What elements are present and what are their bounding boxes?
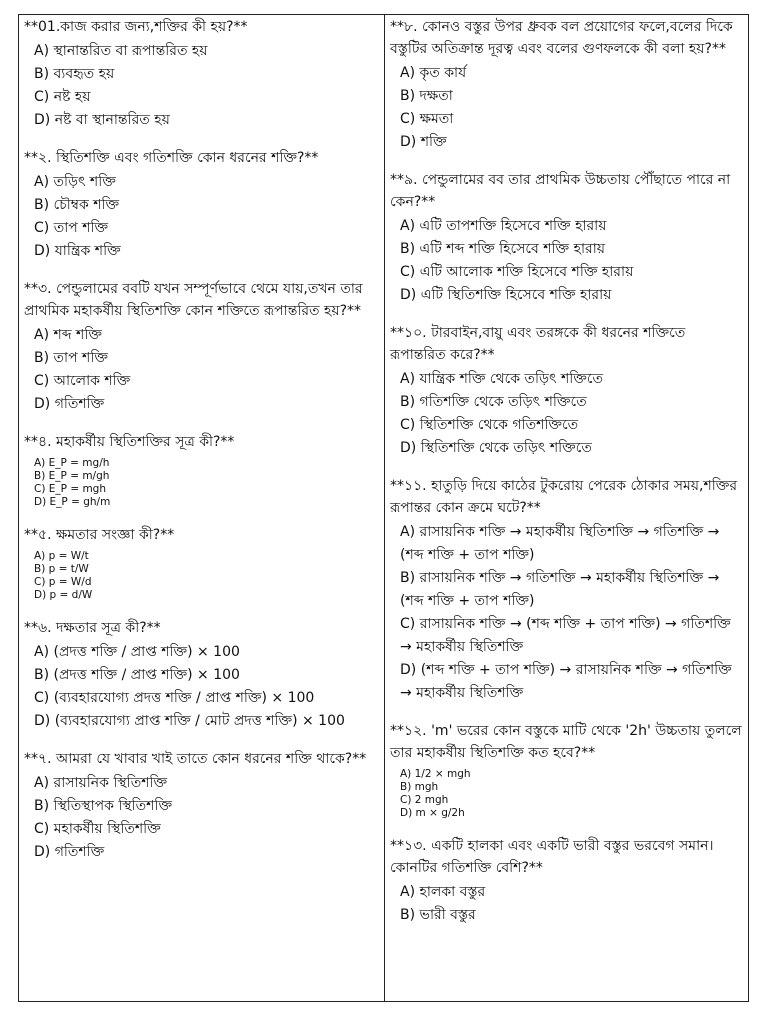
question-text: **৫. ক্ষমতার সংজ্ঞা কী?** bbox=[24, 527, 175, 543]
left-column bbox=[24, 16, 380, 879]
answer-option: C) স্থিতিশক্তি থেকে গতিশক্তিতে bbox=[400, 417, 579, 433]
answer-option: B) স্থিতিস্থাপক স্থিতিশক্তি bbox=[34, 798, 173, 814]
answer-option: D) যান্ত্রিক শক্তি bbox=[34, 243, 121, 259]
answer-option: A) স্থানান্তরিত বা রূপান্তরিত হয় bbox=[34, 43, 208, 59]
answer-option: B) mgh bbox=[400, 781, 439, 793]
question-block bbox=[390, 835, 744, 927]
answer-option: A) (প্রদত্ত শক্তি / প্রাপ্ত শক্তি) × 100 bbox=[34, 644, 240, 660]
answer-option: A) 1/2 × mgh bbox=[400, 768, 471, 780]
answer-option: C) E_P = mgh bbox=[34, 483, 107, 495]
answer-option: C) রাসায়নিক শক্তি → (শব্দ শক্তি + তাপ শক্তি) → গতিশক্তি → মহাকর্ষীয় স্থিতিশক্তি bbox=[400, 616, 731, 655]
question-block bbox=[390, 322, 744, 460]
question-block bbox=[24, 524, 380, 602]
answer-option: C) নষ্ট হয় bbox=[34, 89, 91, 105]
answer-option: C) তাপ শক্তি bbox=[34, 220, 109, 236]
answer-option: B) চৌম্বক শক্তি bbox=[34, 197, 120, 213]
question-block bbox=[390, 169, 744, 307]
question-block bbox=[24, 617, 380, 733]
answer-option: D) গতিশক্তি bbox=[34, 396, 105, 412]
right-column bbox=[390, 16, 744, 942]
answer-option: B) এটি শব্দ শক্তি হিসেবে শক্তি হারায় bbox=[400, 241, 606, 257]
question-block bbox=[390, 475, 744, 705]
answer-option: A) এটি তাপশক্তি হিসেবে শক্তি হারায় bbox=[400, 218, 607, 234]
question-text: **01.কাজ করার জন্য,শক্তির কী হয়?** bbox=[24, 19, 248, 35]
answer-option: B) p = t/W bbox=[34, 563, 89, 575]
question-block bbox=[390, 16, 744, 154]
question-text: **৪. মহাকর্ষীয় স্থিতিশক্তির সূত্র কী?** bbox=[24, 434, 235, 450]
answer-option: C) p = W/d bbox=[34, 576, 92, 588]
question-text: **৯. পেন্ডুলামের বব তার প্রাথমিক উচ্চতায় পৌঁছাতে পারে না কেন?** bbox=[390, 172, 731, 210]
question-block bbox=[24, 147, 380, 263]
answer-option: C) (ব্যবহারযোগ্য প্রদত্ত শক্তি / প্রাপ্ত শক্তি) × 100 bbox=[34, 690, 315, 706]
question-block bbox=[24, 748, 380, 864]
answer-option: C) ক্ষমতা bbox=[400, 111, 454, 127]
answer-option: D) নষ্ট বা স্থানান্তরিত হয় bbox=[34, 112, 170, 128]
column-divider bbox=[384, 14, 385, 1002]
answer-option: C) মহাকর্ষীয় স্থিতিশক্তি bbox=[34, 821, 161, 837]
answer-option: A) রাসায়নিক শক্তি → মহাকর্ষীয় স্থিতিশক্তি → গতিশক্তি → (শব্দ শক্তি + তাপ শক্তি) bbox=[400, 524, 720, 563]
answer-option: D) গতিশক্তি bbox=[34, 844, 105, 860]
question-text: **৭. আমরা যে খাবার খাই তাতে কোন ধরনের শক্তি থাকে?** bbox=[24, 751, 367, 767]
answer-option: A) কৃত কার্য bbox=[400, 65, 467, 81]
question-text: **১৩. একটি হালকা এবং একটি ভারী বস্তুর ভরবেগ সমান। কোনটির গতিশক্তি বেশি?** bbox=[390, 838, 714, 876]
answer-option: A) শব্দ শক্তি bbox=[34, 327, 102, 343]
answer-option: D) এটি স্থিতিশক্তি হিসেবে শক্তি হারায় bbox=[400, 287, 612, 303]
answer-option: A) যান্ত্রিক শক্তি থেকে তড়িৎ শক্তিতে bbox=[400, 371, 603, 387]
answer-option: C) 2 mgh bbox=[400, 794, 449, 806]
question-block bbox=[24, 431, 380, 509]
answer-option: B) রাসায়নিক শক্তি → গতিশক্তি → মহাকর্ষীয় স্থিতিশক্তি → (শব্দ শক্তি + তাপ শক্তি) bbox=[400, 570, 720, 609]
question-block bbox=[24, 16, 380, 132]
answer-option: B) দক্ষতা bbox=[400, 88, 453, 104]
question-text: **৩. পেন্ডুলামের ববটি যখন সম্পূর্ণভাবে থেমে যায়,তখন তার প্রাথমিক মহাকর্ষীয় স্থিতিশক্তি কোন শক্তিতে রূপান্তরিত হয়?** bbox=[24, 281, 363, 319]
answer-option: B) ভারী বস্তুর bbox=[400, 907, 476, 923]
question-text: **৬. দক্ষতার সূত্র কী?** bbox=[24, 620, 161, 636]
answer-option: C) এটি আলোক শক্তি হিসেবে শক্তি হারায় bbox=[400, 264, 634, 280]
question-text: **১১. হাতুড়ি দিয়ে কাঠের টুকরোয় পেরেক ঠোকার সময়,শক্তির রূপান্তর কোন ক্রমে ঘটে?** bbox=[390, 478, 738, 516]
answer-option: B) E_P = m/gh bbox=[34, 470, 110, 482]
answer-option: B) গতিশক্তি থেকে তড়িৎ শক্তিতে bbox=[400, 394, 587, 410]
answer-option: D) (ব্যবহারযোগ্য প্রাপ্ত শক্তি / মোট প্রদত্ত শক্তি) × 100 bbox=[34, 713, 345, 729]
answer-option: D) স্থিতিশক্তি থেকে তড়িৎ শক্তিতে bbox=[400, 440, 592, 456]
answer-option: C) আলোক শক্তি bbox=[34, 373, 131, 389]
answer-option: A) তড়িৎ শক্তি bbox=[34, 174, 116, 190]
answer-option: D) p = d/W bbox=[34, 589, 93, 601]
answer-option: B) তাপ শক্তি bbox=[34, 350, 108, 366]
answer-option: D) m × g/2h bbox=[400, 807, 465, 819]
question-text: **২. স্থিতিশক্তি এবং গতিশক্তি কোন ধরনের শক্তি?** bbox=[24, 150, 319, 166]
answer-option: A) হালকা বস্তুর bbox=[400, 884, 486, 900]
answer-option: A) E_P = mg/h bbox=[34, 457, 110, 469]
answer-option: D) শক্তি bbox=[400, 134, 447, 150]
question-text: **১২. 'm' ভরের কোন বস্তুকে মাটি থেকে '2h' উচ্চতায় তুললে তার মহাকর্ষীয় স্থিতিশক্তি কত হবে?** bbox=[390, 723, 742, 761]
question-block bbox=[390, 720, 744, 820]
answer-option: D) E_P = gh/m bbox=[34, 496, 111, 508]
question-text: **১০. টারবাইন,বায়ু এবং তরঙ্গকে কী ধরনের শক্তিতে রূপান্তরিত করে?** bbox=[390, 325, 686, 363]
answer-option: B) (প্রদত্ত শক্তি / প্রাপ্ত শক্তি) × 100 bbox=[34, 667, 240, 683]
answer-option: A) p = W/t bbox=[34, 550, 89, 562]
answer-option: B) ব্যবহৃত হয় bbox=[34, 66, 115, 82]
answer-option: D) (শব্দ শক্তি + তাপ শক্তি) → রাসায়নিক শক্তি → গতিশক্তি → মহাকর্ষীয় স্থিতিশক্তি bbox=[400, 662, 732, 701]
answer-option: A) রাসায়নিক স্থিতিশক্তি bbox=[34, 775, 168, 791]
question-text: **৮. কোনও বস্তুর উপর ধ্রুবক বল প্রয়োগের ফলে,বলের দিকে বস্তুটির অতিক্রান্ত দূরত্ব এবং বলের গুণফলকে কী বলা হয়?** bbox=[390, 19, 733, 57]
question-block bbox=[24, 278, 380, 416]
